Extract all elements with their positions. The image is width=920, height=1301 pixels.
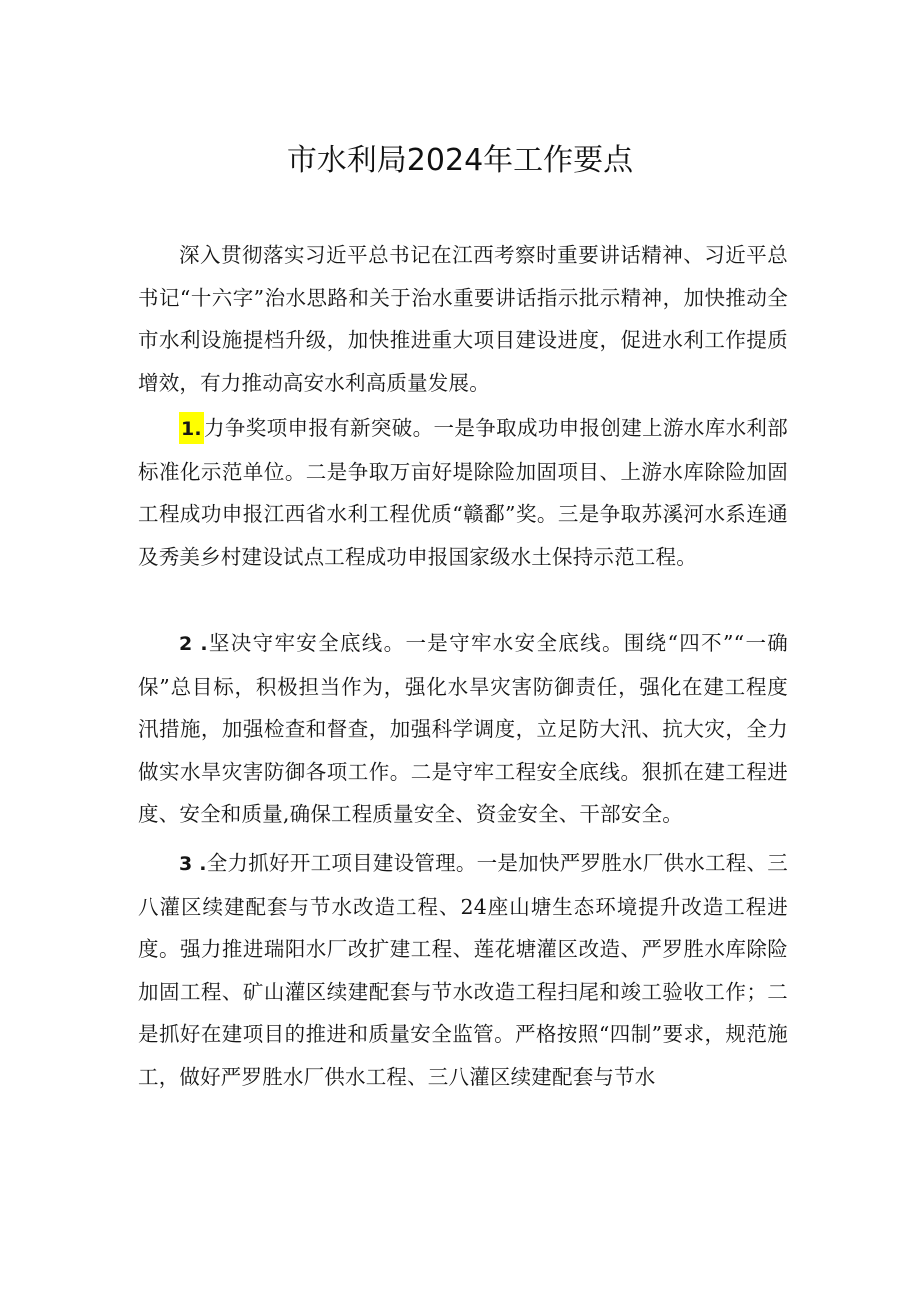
item-paragraph-3 [138, 842, 788, 1099]
intro-paragraph: 深入贯彻落实习近平总书记在江西考察时重要讲话精神、习近平总书记“十六字”治水思路和关于治水重要讲话指示批示精神，加快推动全市水利设施提档升级，加快推进重大项目建设进度，促进水利工作提质增效，有力推动高安水利高质量发展。 [138, 243, 788, 395]
item-text-1: 力争奖项申报有新突破。一是争取成功申报创建上游水库水利部标准化示范单位。二是争取万亩好堤除险加固项目、上游水库除险加固工程成功申报江西省水利工程优质“赣鄱”奖。三是争取苏溪河水系连通及秀美乡村建设试点工程成功申报国家级水土保持示范工程。 [138, 416, 788, 569]
item-text-3: 全力抓好开工项目建设管理。一是加快严罗胜水厂供水工程、三八灌区续建配套与节水改造工程、24座山塘生态环境提升改造工程进度。强力推进瑞阳水厂改扩建工程、莲花塘灌区改造、严罗胜水库除险加固工程、矿山灌区续建配套与节水改造工程扫尾和竣工验收工作；二是抓好在建项目的推进和质量安全监管。严格按照“四制”要求，规范施工，做好严罗胜水厂供水工程、三八灌区续建配套与节水 [138, 851, 788, 1089]
page-title: 市水利局2024年工作要点 [286, 143, 634, 178]
item-paragraph-2 [138, 622, 788, 836]
item-paragraph-1 [138, 407, 788, 578]
item-number-2: 2 . [179, 633, 208, 655]
item-number-1: 1. [179, 412, 204, 444]
item-number-3: 3 . [179, 853, 207, 875]
item-text-2: 坚决守牢安全底线。一是守牢水安全底线。围绕“四不”“一确保”总目标，积极担当作为，强化水旱灾害防御责任，强化在建工程度汛措施，加强检查和督查，加强科学调度，立足防大汛、抗大灾，全力做实水旱灾害防御各项工作。二是守牢工程安全底线。狠抓在建工程进度、安全和质量,确保工程质量安全、资金安全、干部安全。 [138, 631, 788, 827]
